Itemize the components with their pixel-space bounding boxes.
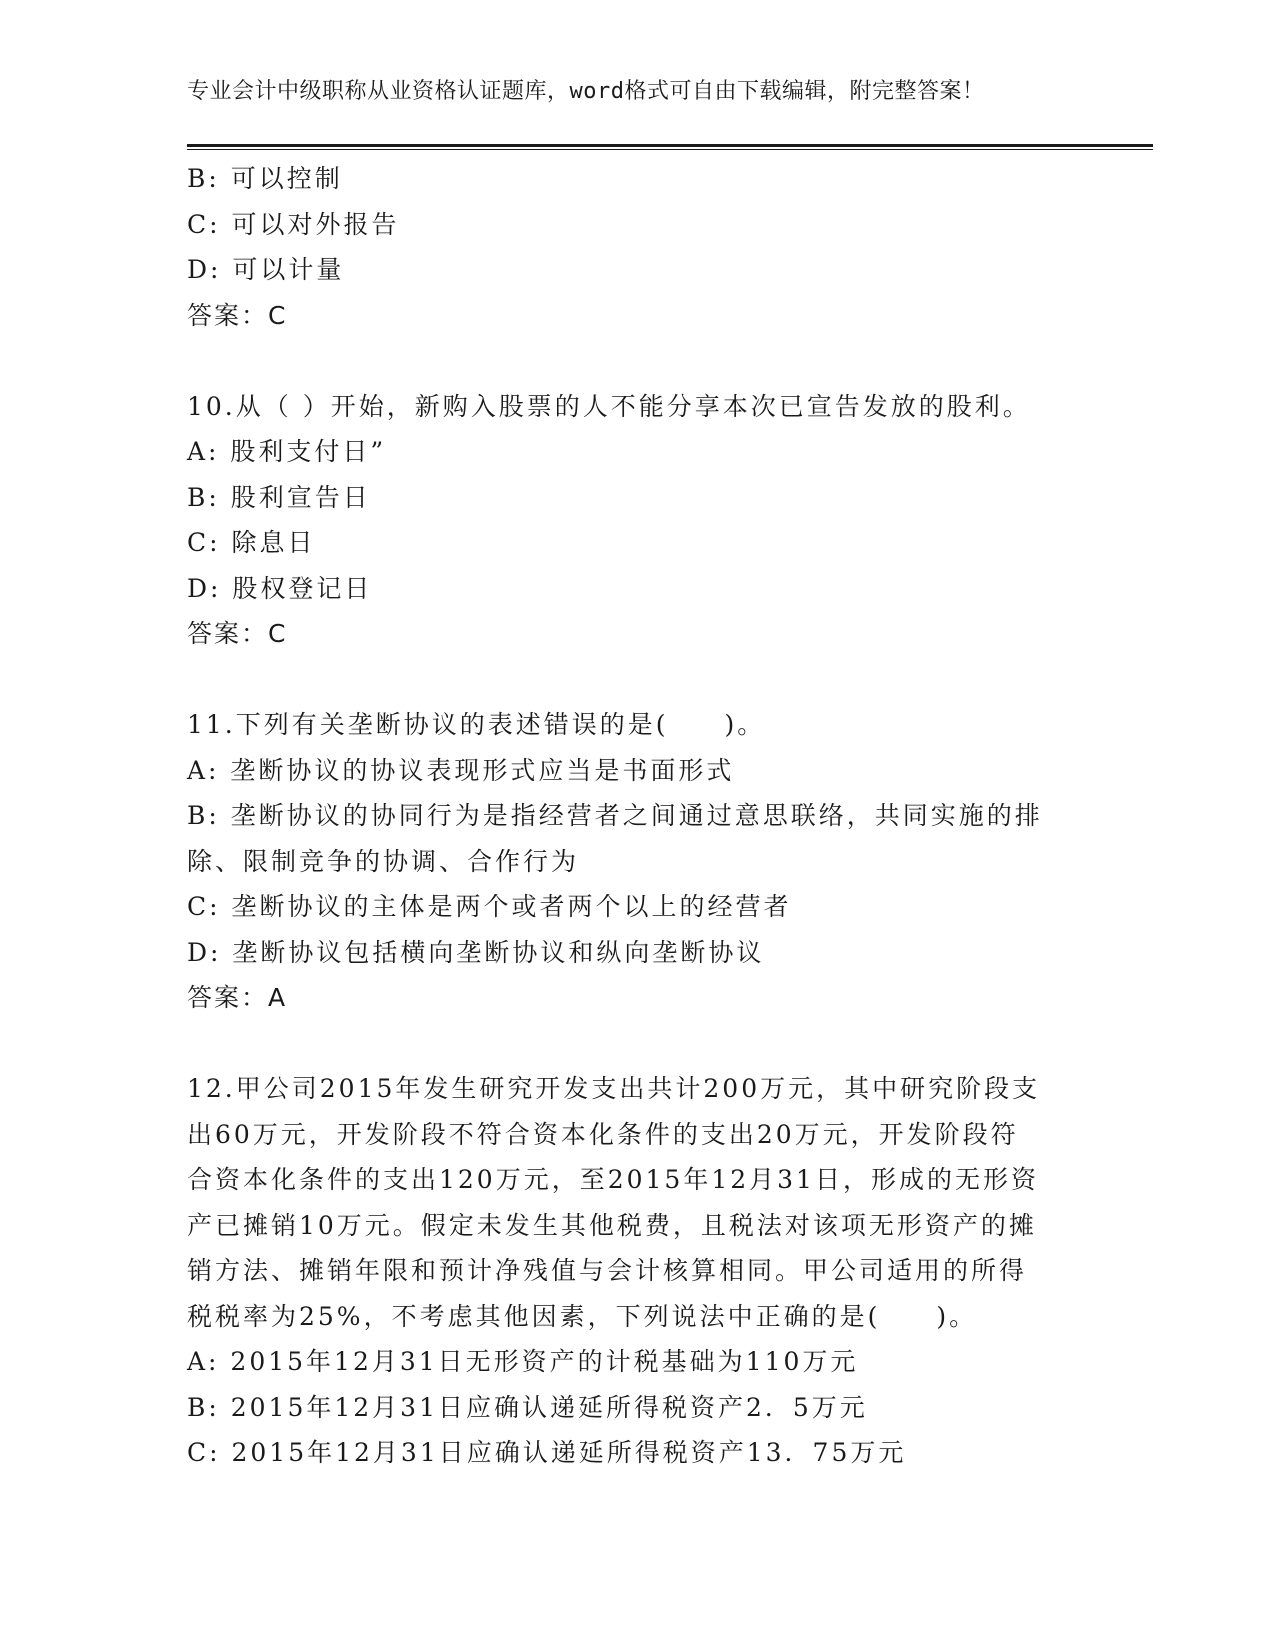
question-stem: 10.从（ ）开始，新购入股票的人不能分享本次已宣告发放的股利。 (187, 391, 1031, 421)
question-stem-line: 出60万元，开发阶段不符合资本化条件的支出20万元，开发阶段符 (187, 1119, 1019, 1149)
option-d: D: 可以计量 (187, 255, 345, 284)
header-rule-thick (187, 144, 1153, 147)
option-b: B: 股利宣告日 (187, 482, 371, 512)
option-d: D: 股权登记日 (187, 573, 373, 603)
question-9-continuation (187, 156, 1087, 338)
option-b: B: 垄断协议的协同行为是指经营者之间通过意思联络，共同实施的排 (187, 801, 1043, 830)
option-c: C: 2015年12月31日应确认递延所得税资产13．75万元 (187, 1438, 907, 1467)
option-a: A: 垄断协议的协议表现形式应当是书面形式 (187, 755, 735, 785)
answer-line: 答案：C (187, 619, 288, 648)
question-10 (187, 384, 1087, 657)
question-stem-line: 12.甲公司2015年发生研究开发支出共计200万元，其中研究阶段支 (187, 1074, 1041, 1103)
option-c: C: 可以对外报告 (187, 209, 400, 239)
question-12 (187, 1066, 1087, 1476)
option-c: C: 垄断协议的主体是两个或者两个以上的经营者 (187, 892, 792, 921)
option-b: B: 可以控制 (187, 164, 343, 193)
spacer (187, 657, 1087, 703)
question-11 (187, 702, 1087, 1021)
header-rule-thin (187, 149, 1153, 150)
question-stem-line: 产已摊销10万元。假定未发生其他税费，且税法对该项无形资产的摊 (187, 1210, 1037, 1240)
option-b: B: 2015年12月31日应确认递延所得税资产2．5万元 (187, 1392, 868, 1422)
question-stem-line: 销方法、摊销年限和预计净残值与会计核算相同。甲公司适用的所得 (187, 1256, 1028, 1285)
document-body (187, 156, 1087, 1476)
option-a: A: 2015年12月31日无形资产的计税基础为110万元 (187, 1347, 859, 1376)
question-stem-line: 合资本化条件的支出120万元，至2015年12月31日，形成的无形资 (187, 1165, 1039, 1194)
option-d: D: 垄断协议包括横向垄断协议和纵向垄断协议 (187, 937, 765, 967)
question-stem: 11.下列有关垄断协议的表述错误的是( )。 (187, 710, 766, 739)
option-c: C: 除息日 (187, 528, 316, 557)
option-b-continued: 除、限制竞争的协调、合作行为 (187, 846, 580, 876)
spacer (187, 338, 1087, 384)
question-stem-line: 税税率为25%，不考虑其他因素，下列说法中正确的是( )。 (187, 1301, 978, 1331)
answer-line: 答案：C (187, 300, 288, 330)
spacer (187, 1021, 1087, 1067)
option-a: A: 股利支付日” (187, 437, 387, 466)
answer-line: 答案：A (187, 983, 288, 1012)
page-header: 专业会计中级职称从业资格认证题库，word格式可自由下载编辑，附完整答案！ (187, 79, 985, 104)
